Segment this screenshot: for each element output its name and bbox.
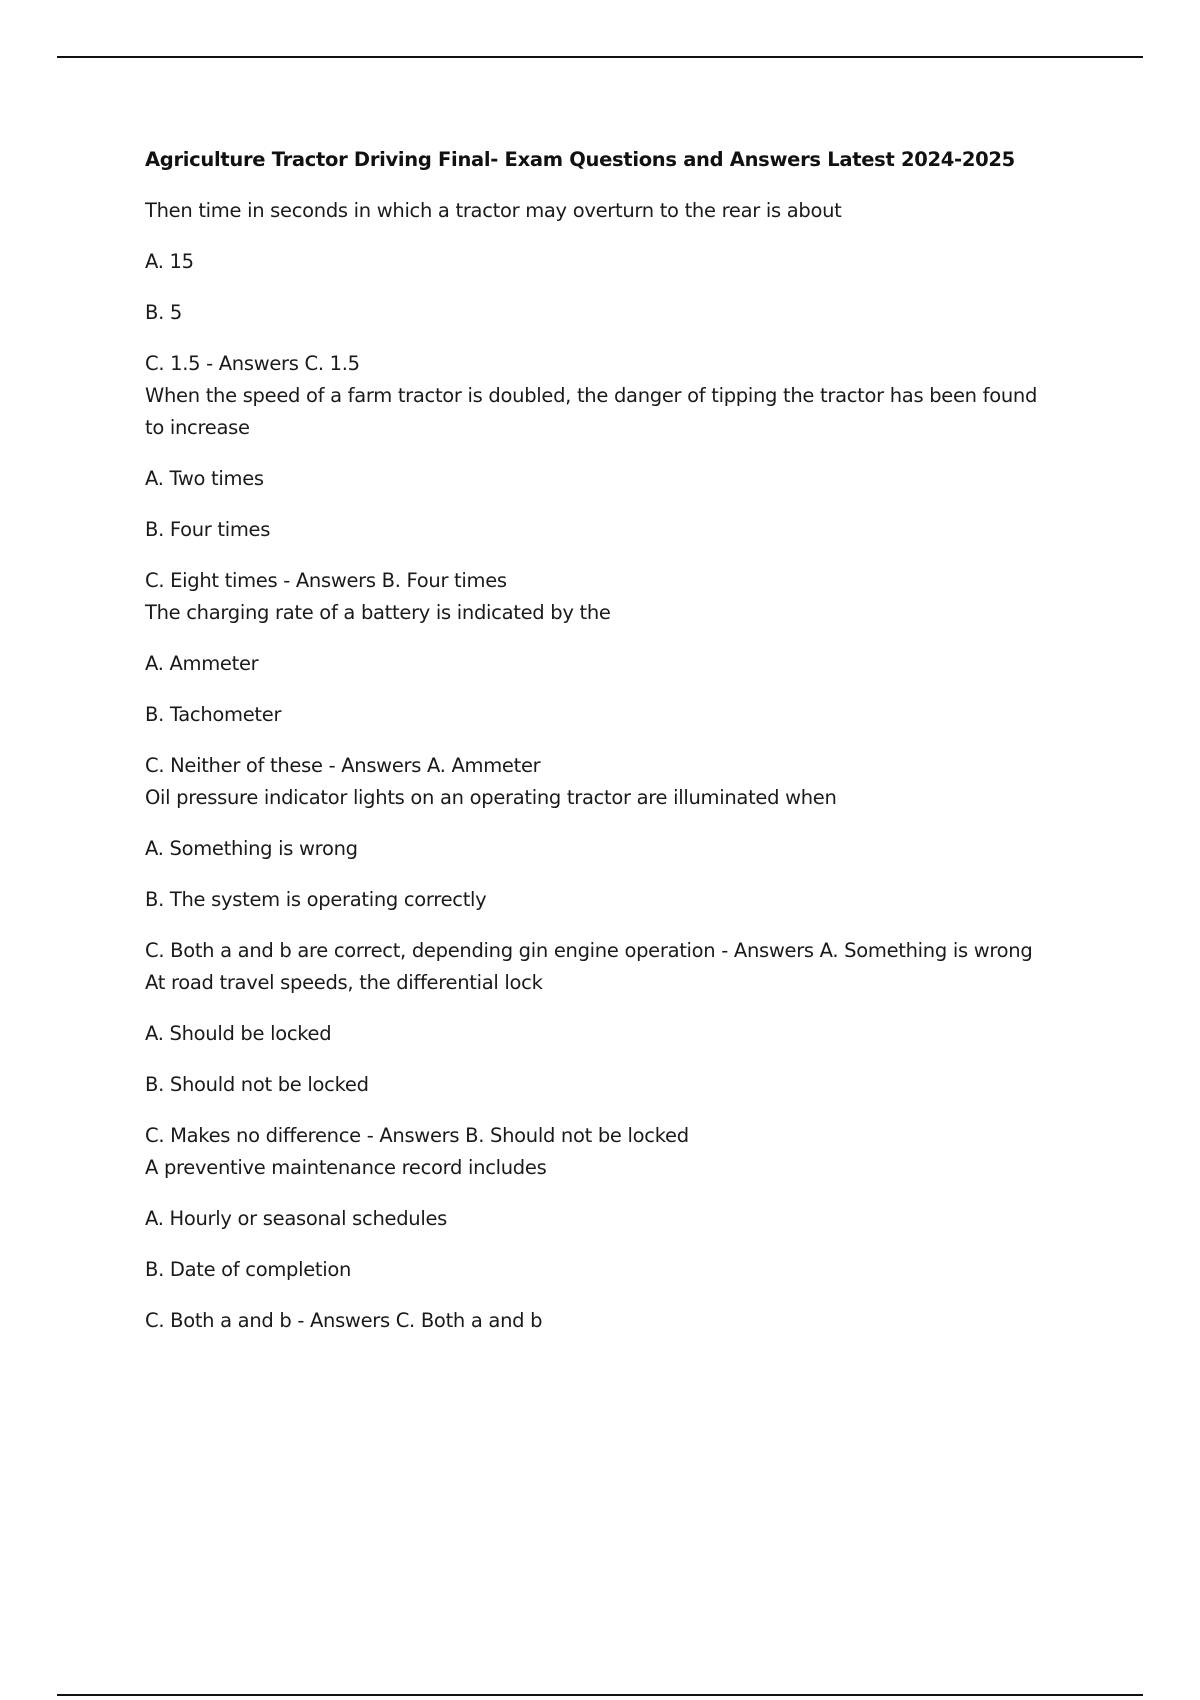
document-body [145, 144, 1055, 1337]
question-text: A preventive maintenance record includes [145, 1156, 547, 1179]
question-text: When the speed of a farm tractor is doubled, the danger of tipping the tractor has been found to increase [145, 384, 1038, 439]
option-b: B. Tachometer [145, 703, 282, 726]
option-b: B. The system is operating correctly [145, 888, 487, 911]
option-c-with-answer: C. Makes no difference - Answers B. Should not be locked [145, 1124, 689, 1147]
option-c-with-answer: C. 1.5 - Answers C. 1.5 [145, 352, 360, 375]
option-a: A. 15 [145, 250, 194, 273]
question-block-5 [145, 967, 1055, 1152]
question-text: At road travel speeds, the differential lock [145, 971, 543, 994]
option-b: B. 5 [145, 301, 182, 324]
question-block-6 [145, 1152, 1055, 1337]
option-c-with-answer: C. Eight times - Answers B. Four times [145, 569, 507, 592]
option-b: B. Should not be locked [145, 1073, 369, 1096]
question-block-1 [145, 195, 1055, 380]
question-block-3 [145, 597, 1055, 782]
option-a: A. Two times [145, 467, 264, 490]
option-b: B. Date of completion [145, 1258, 352, 1281]
footer-rule [57, 1694, 1143, 1696]
option-a: A. Ammeter [145, 652, 259, 675]
option-b: B. Four times [145, 518, 271, 541]
option-a: A. Should be locked [145, 1022, 332, 1045]
option-c-with-answer: C. Both a and b are correct, depending gin engine operation - Answers A. Something is wrong [145, 939, 1033, 962]
question-text: Then time in seconds in which a tractor may overturn to the rear is about [145, 199, 842, 222]
option-c-with-answer: C. Neither of these - Answers A. Ammeter [145, 754, 541, 777]
option-a: A. Hourly or seasonal schedules [145, 1207, 448, 1230]
option-a: A. Something is wrong [145, 837, 358, 860]
document-title: Agriculture Tractor Driving Final- Exam Questions and Answers Latest 2024-2025 [145, 148, 1015, 171]
option-c-with-answer: C. Both a and b - Answers C. Both a and b [145, 1309, 543, 1332]
question-text: Oil pressure indicator lights on an operating tractor are illuminated when [145, 786, 837, 809]
header-rule [57, 56, 1143, 58]
question-block-2 [145, 380, 1055, 597]
question-block-4 [145, 782, 1055, 967]
question-text: The charging rate of a battery is indicated by the [145, 601, 611, 624]
